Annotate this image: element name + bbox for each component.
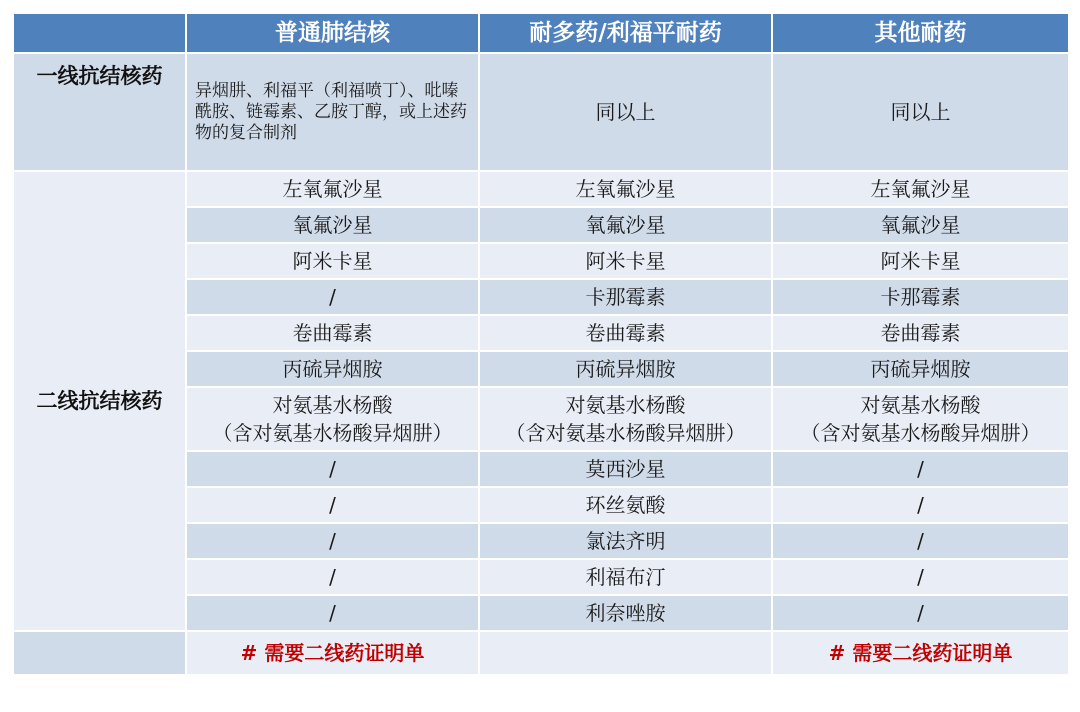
first-line-label: 一线抗结核药 bbox=[13, 53, 186, 171]
table-row bbox=[13, 171, 1069, 207]
cell-normal: 丙硫异烟胺 bbox=[186, 351, 479, 387]
footer-note-normal: # 需要二线药证明单 bbox=[186, 631, 479, 675]
header-other-resistant: 其他耐药 bbox=[772, 13, 1069, 53]
header-mdr-rr: 耐多药/利福平耐药 bbox=[479, 13, 772, 53]
header-corner bbox=[13, 13, 186, 53]
second-line-label: 二线抗结核药 bbox=[13, 171, 186, 631]
cell-other: 阿米卡星 bbox=[772, 243, 1069, 279]
header-row bbox=[13, 13, 1069, 53]
cell-mdr: 左氧氟沙星 bbox=[479, 171, 772, 207]
cell-normal: / bbox=[186, 487, 479, 523]
cell-other-line1: 对氨基水杨酸 bbox=[860, 393, 981, 417]
cell-other: 氧氟沙星 bbox=[772, 207, 1069, 243]
cell-other bbox=[772, 387, 1069, 451]
cell-mdr: 利福布汀 bbox=[479, 559, 772, 595]
cell-other: 卡那霉素 bbox=[772, 279, 1069, 315]
header-normal-tb: 普通肺结核 bbox=[186, 13, 479, 53]
cell-mdr-line1: 对氨基水杨酸 bbox=[565, 393, 686, 417]
cell-normal: / bbox=[186, 559, 479, 595]
cell-normal: / bbox=[186, 595, 479, 631]
cell-mdr: 氧氟沙星 bbox=[479, 207, 772, 243]
cell-other: / bbox=[772, 451, 1069, 487]
cell-normal: 阿米卡星 bbox=[186, 243, 479, 279]
cell-mdr: 莫西沙星 bbox=[479, 451, 772, 487]
first-line-normal: 异烟肼、利福平（利福喷丁）、吡嗪酰胺、链霉素、乙胺丁醇，或上述药物的复合制剂 bbox=[186, 53, 479, 171]
cell-mdr: 丙硫异烟胺 bbox=[479, 351, 772, 387]
cell-mdr: 环丝氨酸 bbox=[479, 487, 772, 523]
cell-normal: 氧氟沙星 bbox=[186, 207, 479, 243]
cell-mdr-line2: （含对氨基水杨酸异烟肼） bbox=[505, 421, 746, 445]
cell-mdr: 阿米卡星 bbox=[479, 243, 772, 279]
cell-normal: 左氧氟沙星 bbox=[186, 171, 479, 207]
cell-mdr: 氯法齐明 bbox=[479, 523, 772, 559]
cell-other: 丙硫异烟胺 bbox=[772, 351, 1069, 387]
cell-normal: 卷曲霉素 bbox=[186, 315, 479, 351]
drug-comparison-table bbox=[12, 12, 1070, 676]
cell-other: / bbox=[772, 559, 1069, 595]
cell-normal-line2: （含对氨基水杨酸异烟肼） bbox=[212, 421, 453, 445]
cell-mdr: 卷曲霉素 bbox=[479, 315, 772, 351]
cell-normal: / bbox=[186, 279, 479, 315]
first-line-row bbox=[13, 53, 1069, 171]
footer-note-other: # 需要二线药证明单 bbox=[772, 631, 1069, 675]
cell-other: / bbox=[772, 595, 1069, 631]
footer-label bbox=[13, 631, 186, 675]
first-line-other: 同以上 bbox=[772, 53, 1069, 171]
cell-normal bbox=[186, 387, 479, 451]
cell-other-line2: （含对氨基水杨酸异烟肼） bbox=[800, 421, 1041, 445]
cell-other: / bbox=[772, 523, 1069, 559]
cell-other: 左氧氟沙星 bbox=[772, 171, 1069, 207]
cell-mdr: 利奈唑胺 bbox=[479, 595, 772, 631]
cell-normal: / bbox=[186, 451, 479, 487]
cell-mdr: 卡那霉素 bbox=[479, 279, 772, 315]
cell-mdr bbox=[479, 387, 772, 451]
cell-normal: / bbox=[186, 523, 479, 559]
cell-normal-line1: 对氨基水杨酸 bbox=[272, 393, 393, 417]
footer-note-row bbox=[13, 631, 1069, 675]
footer-note-mdr bbox=[479, 631, 772, 675]
cell-other: 卷曲霉素 bbox=[772, 315, 1069, 351]
cell-other: / bbox=[772, 487, 1069, 523]
first-line-mdr: 同以上 bbox=[479, 53, 772, 171]
